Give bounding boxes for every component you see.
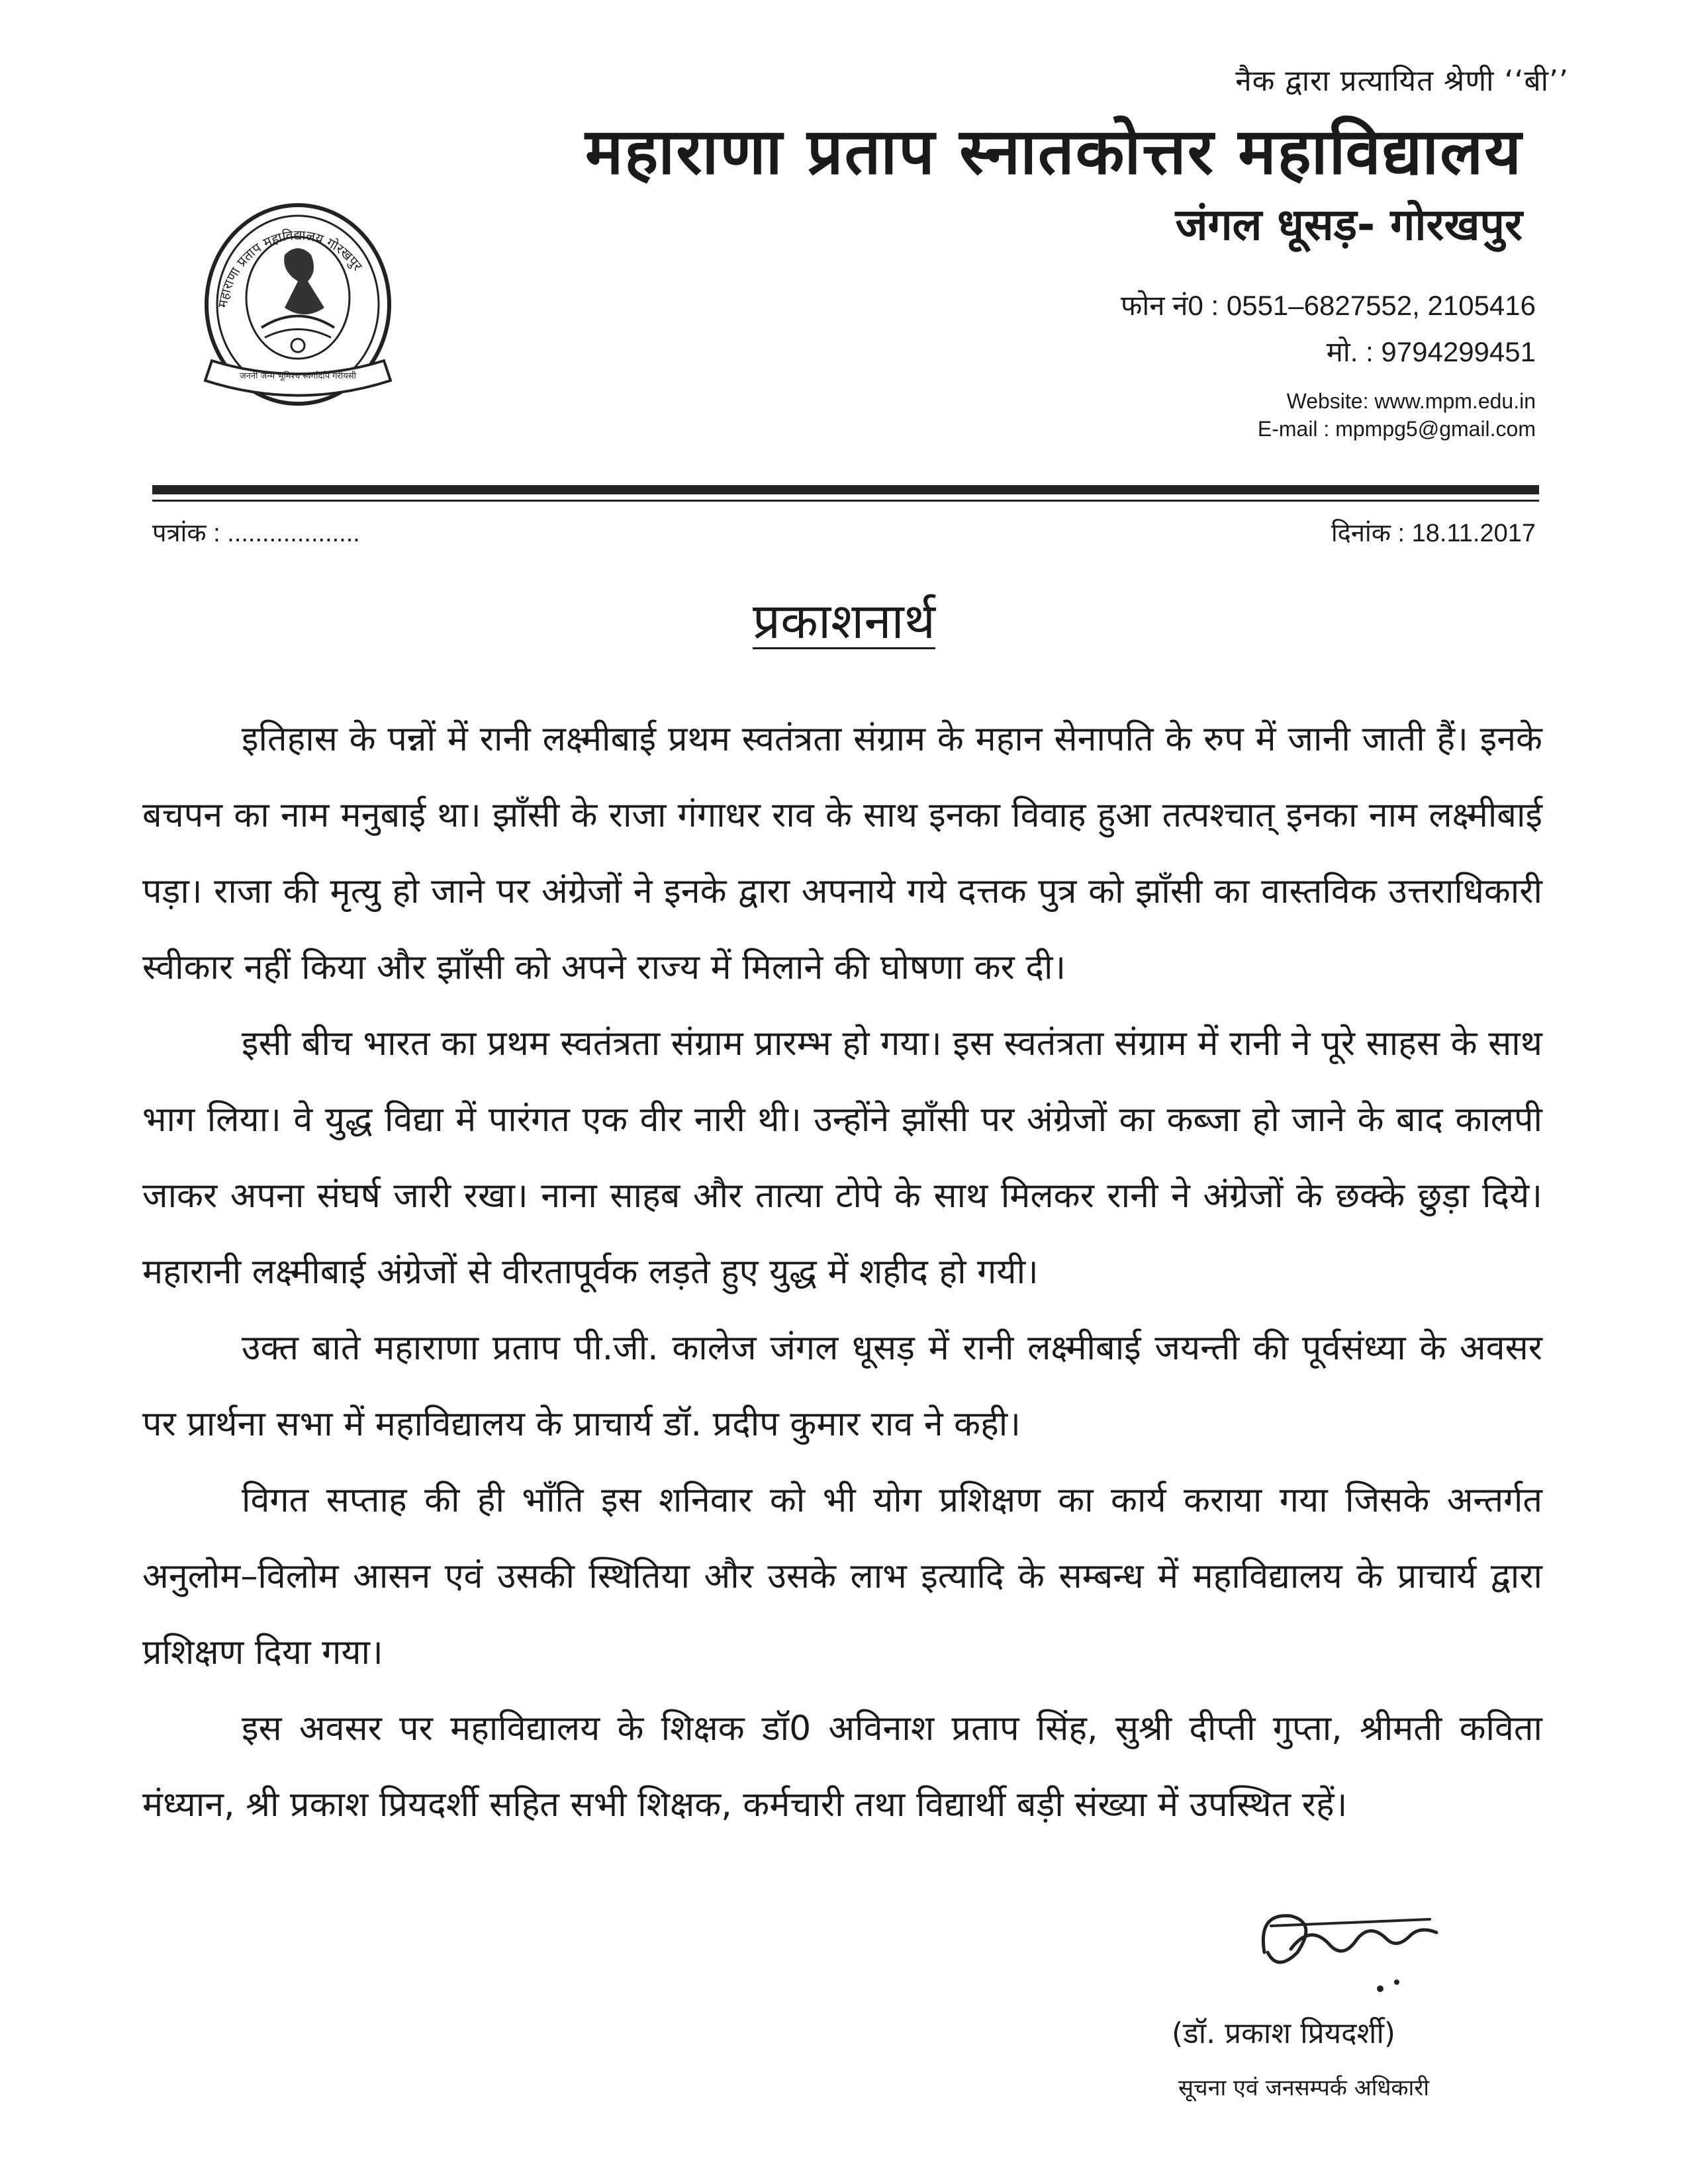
paragraph-3: उक्त बाते महाराणा प्रताप पी.जी. कालेज जंगल धूसड़ में रानी लक्ष्मीबाई जयन्ती की पूर्वसंध्या के अवसर पर प्रार्थना सभा में महाविद्यालय के प्राचार्य डॉ. प्रदीप कुमार राव ने कही।	[142, 1328, 1542, 1444]
page-title-wrapper	[0, 586, 1688, 653]
press-release-body	[142, 702, 1542, 1843]
signatory-designation: सूचना एवं जनसम्पर्क अधिकारी	[1178, 2075, 1430, 2101]
svg-text:महाराणा प्रताप महाविद्यालय गोर: महाराणा प्रताप महाविद्यालय गोरखपुर	[214, 226, 366, 309]
naac-grade-line: नैक द्वारा प्रत्यायित श्रेणी ‘‘बी’’	[1235, 64, 1569, 98]
paragraph-5: इस अवसर पर महाविद्यालय के शिक्षक डॉ0 अविनाश प्रताप सिंह, सुश्री दीप्ती गुप्ता, श्रीमती कविता मंध्यान, श्री प्रकाश प्रियदर्शी सहित सभी शिक्षक, कर्मचारी तथा विद्यार्थी बड़ी संख्या में उपस्थित रहें।	[142, 1709, 1542, 1825]
phone-number: फोन नं0 : 0551–6827552, 2105416	[1120, 290, 1536, 321]
header-divider-thin	[152, 500, 1539, 502]
college-location: जंगल धूसड़- गोरखपुर	[1175, 199, 1523, 250]
mobile-number: मो. : 9794299451	[1326, 336, 1536, 367]
page-title: प्रकाशनार्थ	[753, 593, 935, 650]
reference-number: पत्रांक : ...................	[152, 520, 360, 547]
paragraph-2: इसी बीच भारत का प्रथम स्वतंत्रता संग्राम प्रारम्भ हो गया। इस स्वतंत्रता संग्राम में रानी ने पूरे साहस के साथ भाग लिया। वे युद्ध विद्या में पारंगत एक वीर नारी थी। उन्होंने झाँसी पर अंग्रेजों का कब्जा हो जाने के बाद कालपी जाकर अपना संघर्ष जारी रखा। नाना साहब और तात्या टोपे के साथ मिलकर रानी ने अंग्रेजों के छक्के छुड़ा दिये। महारानी लक्ष्मीबाई अंग्रेजों से वीरतापूर्वक लड़ते हुए युद्ध में शहीद हो गयी।	[142, 1024, 1542, 1292]
college-name: महाराणा प्रताप स्नातकोत्तर महाविद्यालय	[585, 114, 1523, 189]
letter-date: दिनांक : 18.11.2017	[1331, 520, 1536, 547]
website-link[interactable]: Website: www.mpm.edu.in	[1286, 389, 1536, 413]
college-seal-icon	[185, 192, 410, 417]
seal-motto: जननी जन्म भूमिश्च स्वर्गादपि गरीयसी	[240, 371, 356, 381]
email-link[interactable]: E-mail : mpmpg5@gmail.com	[1257, 417, 1536, 441]
paragraph-4: विगत सप्ताह की ही भाँति इस शनिवार को भी योग प्रशिक्षण का कार्य कराया गया जिसके अन्तर्गत अनुलोम–विलोम आसन एवं उसकी स्थितिया और उसके लाभ इत्यादि के सम्बन्ध में महाविद्यालय के प्राचार्य द्वारा प्रशिक्षण दिया गया।	[142, 1480, 1542, 1672]
handwritten-signature	[1244, 1889, 1463, 2022]
header-divider	[152, 485, 1539, 494]
signatory-name: (डॉ. प्रकाश प्रियदर्शी)	[1172, 2017, 1396, 2050]
paragraph-1: इतिहास के पन्नों में रानी लक्ष्मीबाई प्रथम स्वतंत्रता संग्राम के महान सेनापति के रुप में जानी जाती हैं। इनके बचपन का नाम मनुबाई था। झाँसी के राजा गंगाधर राव के साथ इनका विवाह हुआ तत्पश्चात् इनका नाम लक्ष्मीबाई पड़ा। राजा की मृत्यु हो जाने पर अंग्रेजों ने इनके द्वारा अपनाये गये दत्तक पुत्र को झाँसी का वास्तविक उत्तराधिकारी स्वीकार नहीं किया और झाँसी को अपने राज्य में मिलाने की घोषणा कर दी।	[142, 719, 1542, 987]
